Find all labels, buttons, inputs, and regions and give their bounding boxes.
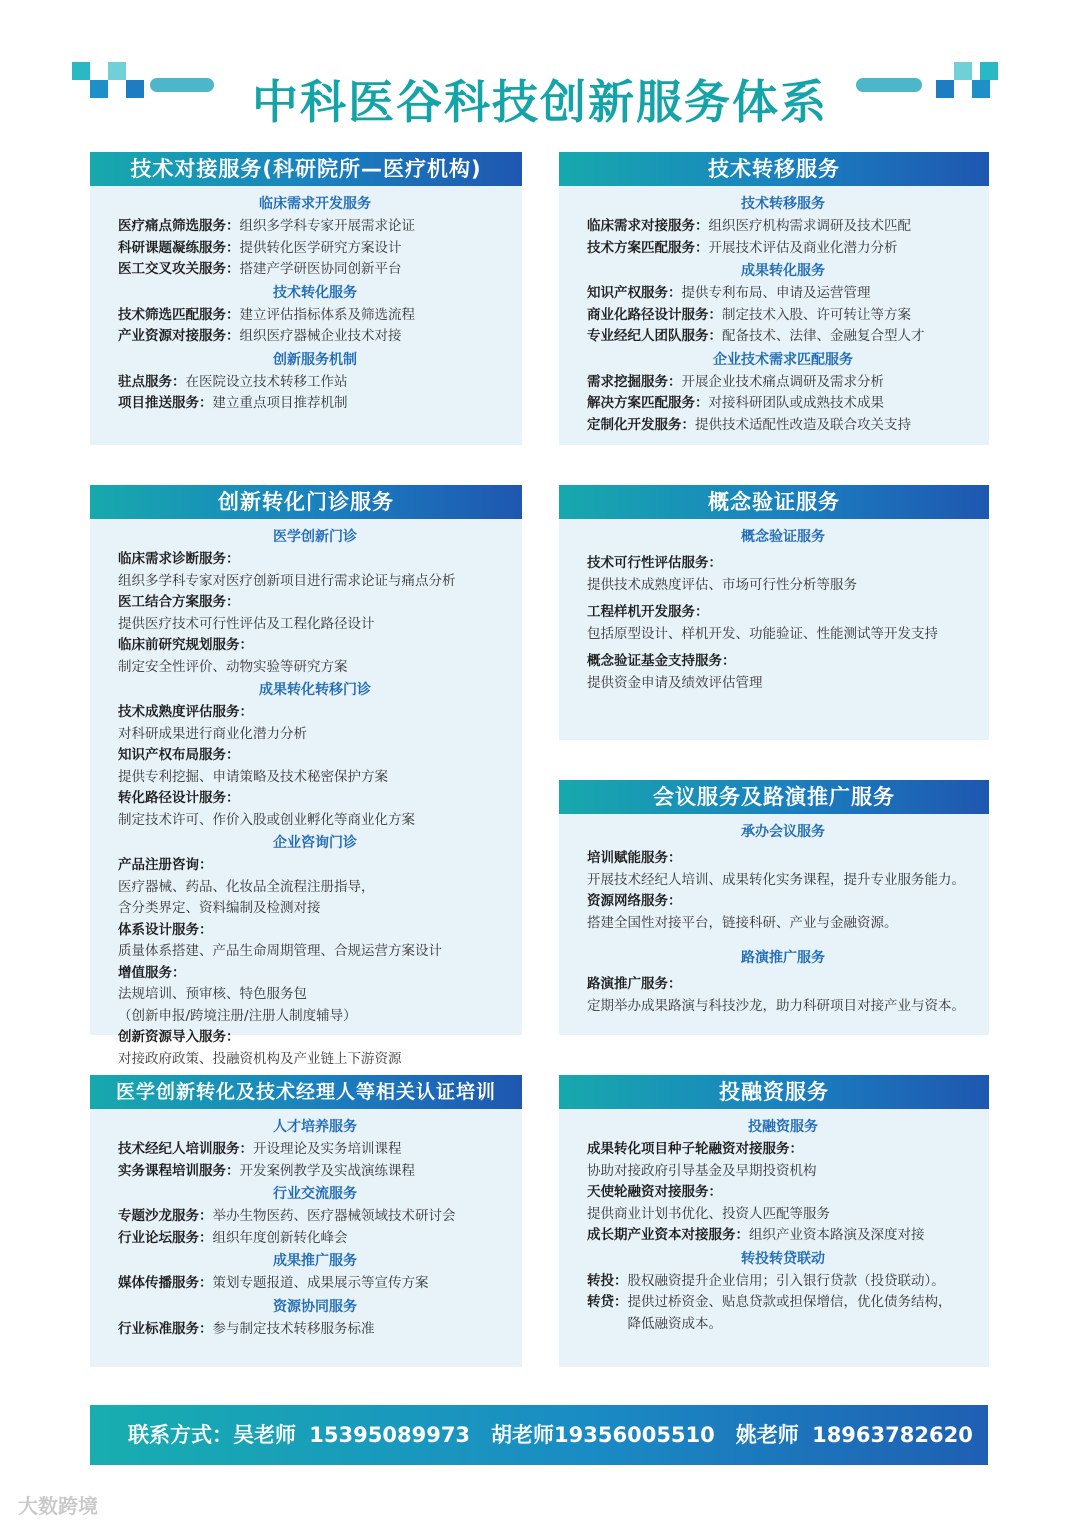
section-title: 投融资服务 [748,1119,818,1135]
service-line [118,1228,512,1250]
service-text: 开设理论及实务培训课程 [253,1141,402,1157]
service-line [587,415,979,437]
service-text: 开展企业技术痛点调研及需求分析 [681,373,884,390]
decor-bar [856,78,922,92]
service-card [559,485,989,740]
section-lines [587,1271,979,1336]
service-line [587,553,979,575]
service-line [118,724,512,746]
service-text: 开展技术经纪人培训、成果转化实务课程，提升专业服务能力。 [587,871,965,888]
service-label: 行业标准服务： [118,1320,213,1337]
service-line [118,702,512,724]
service-text: 提供医疗技术可行性评估及工程化路径设计 [118,615,375,632]
service-text: 对接政府政策、投融资机构及产业链上下游资源 [118,1050,402,1067]
service-line [118,898,512,920]
service-label: 成果转化项目种子轮融资对接服务： [587,1141,803,1157]
service-line [587,1204,979,1226]
section-title: 企业咨询门诊 [273,835,357,851]
service-line [118,305,512,327]
service-text: 对科研成果进行商业化潜力分析 [118,725,307,742]
service-line [118,592,512,614]
service-label: 临床需求诊断服务： [118,551,240,567]
card-body [559,814,989,1017]
service-line [118,1273,512,1295]
section-lines [118,305,512,348]
section-title: 成果转化服务 [741,263,825,279]
service-text: 在医院设立技术转移工作站 [185,373,348,390]
section-lines [118,372,512,415]
service-line [587,1139,979,1161]
service-line [587,870,979,892]
section-title: 转投转贷联动 [741,1250,825,1267]
service-label: 定制化开发服务： [587,416,695,433]
service-text: 提供转化医学研究方案设计 [239,239,402,256]
section-title: 人才培养服务 [273,1119,357,1135]
service-label: 商业化路径设计服务： [587,306,722,323]
service-line [587,305,979,327]
service-line [587,913,979,935]
card-body [90,1109,522,1340]
service-label: 培训赋能服务： [587,850,682,866]
service-label: 产业资源对接服务： [118,328,240,344]
service-text: 策划专题报道、成果展示等宣传方案 [212,1275,429,1291]
section-title: 概念验证服务 [741,529,825,545]
watermark: 大数跨境 [18,1494,98,1518]
service-line [587,372,979,394]
service-line [587,216,979,238]
section-lines [118,1206,512,1249]
service-label: 产品注册咨询： [118,857,213,873]
service-line [118,238,512,260]
section-lines [118,1139,512,1182]
service-text: 提供技术成熟度评估、市场可行性分析等服务 [587,576,857,593]
service-label: 成长期产业资本对接服务： [587,1227,749,1243]
service-text: 降低融资成本。 [587,1315,722,1332]
service-label: 增值服务： [118,964,186,981]
service-label: 医工结合方案服务： [118,594,240,610]
service-text: 制定技术许可、作价入股或创业孵化等商业化方案 [118,811,415,828]
service-line [118,810,512,832]
service-line [118,788,512,810]
service-line [587,1161,979,1183]
card-body [559,1109,989,1335]
card-title: 创新转化门诊服务 [90,485,522,519]
service-text: 提供专利挖掘、申请策略及技术秘密保护方案 [118,768,388,785]
page-header [0,60,1080,130]
section-lines [587,372,979,437]
service-label: 天使轮融资对接服务： [587,1184,722,1200]
service-text: 建立评估指标体系及筛选流程 [239,306,415,323]
section-title: 行业交流服务 [273,1186,357,1202]
decor-square [936,80,954,98]
section-lines [587,283,979,348]
service-text: 提供专利布局、申请及运营管理 [681,285,871,301]
service-label: 技术方案匹配服务： [587,239,709,256]
service-text: 组织医疗机构需求调研及技术匹配 [708,218,911,234]
section-lines [587,848,979,934]
card-title: 医学创新转化及技术经理人等相关认证培训 [90,1075,522,1109]
service-card [559,152,989,445]
service-text: 医疗器械、药品、化妆品全流程注册指导， [118,878,375,895]
service-line [118,941,512,963]
service-text: 举办生物医药、医疗器械领域技术研讨会 [212,1208,456,1224]
service-card [90,152,522,445]
section-lines [118,1273,512,1295]
service-line [118,657,512,679]
service-text: 包括原型设计、样机开发、功能验证、性能测试等开发支持 [587,625,938,642]
service-line [118,393,512,415]
service-line [587,1182,979,1204]
service-line [587,848,979,870]
section-title: 企业技术需求匹配服务 [713,351,853,368]
card-title: 会议服务及路演推广服务 [559,780,989,814]
service-text: 参与制定技术转移服务标准 [212,1320,375,1337]
service-line [118,614,512,636]
service-line [118,1139,512,1161]
service-line [587,673,979,695]
service-line [118,216,512,238]
section-title: 资源协同服务 [273,1298,357,1315]
service-text: （创新申报/跨境注册/注册人制度辅导） [118,1007,357,1024]
service-label: 概念验证基金支持服务： [587,653,736,669]
service-card [90,485,522,1067]
service-line [587,891,979,913]
service-line [118,963,512,985]
service-text: 组织年度创新转化峰会 [212,1229,348,1246]
section-lines [118,855,512,1070]
section-title: 技术转化服务 [273,284,357,301]
service-text: 组织产业资本路演及深度对接 [749,1227,925,1243]
service-line [118,372,512,394]
service-text: 提供技术适配性改造及联合攻关支持 [695,416,911,433]
service-label: 媒体传播服务： [118,1275,213,1291]
service-label: 临床前研究规划服务： [118,637,253,653]
service-line [118,1319,512,1341]
service-line [587,1225,979,1247]
service-line [587,575,979,597]
section-lines [587,216,979,259]
card-body [90,519,522,1070]
section-lines [118,549,512,678]
service-card [559,780,989,1035]
service-text: 股权融资提升企业信用；引入银行贷款（投贷联动）。 [627,1272,945,1289]
section-title: 承办会议服务 [741,824,825,840]
service-text: 组织多学科专家对医疗创新项目进行需求论证与痛点分析 [118,572,456,589]
service-text: 开展技术评估及商业化潜力分析 [708,239,898,256]
service-label: 行业论坛服务： [118,1229,213,1246]
service-label: 技术可行性评估服务： [587,555,722,571]
section-lines [118,1319,512,1341]
section-title: 路演推广服务 [741,950,825,966]
service-label: 技术筛选匹配服务： [118,306,240,323]
service-line [118,920,512,942]
contact-bar: 联系方式：吴老师 15395089973 胡老师19356005510 姚老师 18963782620 [90,1405,988,1465]
decor-square [954,62,972,80]
service-label: 转贷： [587,1294,628,1310]
service-text: 制定技术入股、许可转让等方案 [722,306,911,323]
service-line [587,238,979,260]
section-lines [587,553,979,694]
page-title: 中科医谷科技创新服务体系 [252,75,828,129]
service-label: 项目推送服务： [118,395,213,411]
service-text: 制定安全性评价、动物实验等研究方案 [118,658,348,675]
service-card [90,1075,522,1367]
service-label: 技术经纪人培训服务： [118,1141,253,1157]
service-text: 协助对接政府引导基金及早期投资机构 [587,1162,817,1179]
service-label: 创新资源导入服务： [118,1029,240,1045]
section-title: 临床需求开发服务 [259,196,371,212]
service-line [587,326,979,348]
section-title: 成果转化转移门诊 [259,682,371,698]
service-text: 含分类界定、资料编制及检测对接 [118,900,321,916]
service-text: 提供过桥资金、贴息贷款或担保增信，优化债务结构， [627,1294,952,1310]
service-text: 搭建全国性对接平台，链接科研、产业与金融资源。 [587,914,898,931]
section-lines [118,216,512,281]
service-label: 知识产权布局服务： [118,747,240,763]
service-line [118,326,512,348]
service-line [587,1271,979,1293]
service-label: 临床需求对接服务： [587,218,709,234]
service-text: 质量体系搭建、产品生命周期管理、合规运营方案设计 [118,943,442,959]
service-label: 转投： [587,1272,628,1289]
service-text: 建立重点项目推荐机制 [212,395,348,411]
decor-square [980,62,998,80]
card-body [559,186,989,436]
service-label: 资源网络服务： [587,893,682,909]
decor-square [972,80,990,98]
service-line [118,767,512,789]
service-line [118,259,512,281]
section-title: 创新服务机制 [273,351,357,368]
card-body [90,186,522,415]
service-label: 需求挖掘服务： [587,373,682,390]
service-line [587,283,979,305]
service-line [587,624,979,646]
service-label: 科研课题凝练服务： [118,239,240,256]
service-text: 组织医疗器械企业技术对接 [239,328,402,344]
service-text: 定期举办成果路演与科技沙龙，助力科研项目对接产业与资本。 [587,997,965,1014]
section-lines [118,702,512,831]
service-label: 实务课程培训服务： [118,1162,240,1179]
service-line [118,635,512,657]
service-text: 搭建产学研医协同创新平台 [239,261,402,277]
service-label: 驻点服务： [118,373,186,390]
service-line [587,1292,979,1314]
card-title: 投融资服务 [559,1075,989,1109]
service-line [118,571,512,593]
service-line [118,1006,512,1028]
section-title: 技术转移服务 [741,196,825,212]
card-title: 技术转移服务 [559,152,989,186]
service-text: 开发案例教学及实战演练课程 [239,1162,415,1179]
section-title: 医学创新门诊 [273,529,357,545]
service-label: 路演推广服务： [587,976,682,992]
service-label: 技术成熟度评估服务： [118,704,253,720]
service-line [118,877,512,899]
service-line [587,1314,979,1336]
service-line [118,984,512,1006]
service-text: 提供商业计划书优化、投资人匹配等服务 [587,1205,830,1222]
service-line [118,745,512,767]
service-line [118,1049,512,1071]
card-title: 技术对接服务(科研院所—医疗机构) [90,152,522,186]
service-label: 专业经纪人团队服务： [587,328,722,344]
service-label: 体系设计服务： [118,921,213,938]
service-text: 对接科研团队或成熟技术成果 [708,395,884,411]
service-label: 专题沙龙服务： [118,1208,213,1224]
section-lines [587,974,979,1017]
service-text: 组织多学科专家开展需求论证 [239,218,415,234]
service-line [118,549,512,571]
section-title: 成果推广服务 [273,1253,357,1269]
service-line [118,1027,512,1049]
service-line [118,1206,512,1228]
service-line [587,651,979,673]
card-title: 概念验证服务 [559,485,989,519]
section-lines [587,1139,979,1247]
service-text: 提供资金申请及绩效评估管理 [587,674,763,691]
service-label: 解决方案匹配服务： [587,395,709,411]
service-text: 配备技术、法律、金融复合型人才 [722,328,925,344]
service-text: 法规培训、预审核、特色服务包 [118,986,307,1002]
service-card [559,1075,989,1367]
service-label: 知识产权服务： [587,285,682,301]
card-body [559,519,989,694]
service-line [587,974,979,996]
service-line [587,996,979,1018]
service-label: 转化路径设计服务： [118,790,240,806]
service-label: 医工交叉攻关服务： [118,261,240,277]
service-line [118,855,512,877]
service-label: 工程样机开发服务： [587,604,709,620]
service-line [587,393,979,415]
service-line [587,602,979,624]
service-line [118,1161,512,1183]
service-label: 医疗痛点筛选服务： [118,218,240,234]
